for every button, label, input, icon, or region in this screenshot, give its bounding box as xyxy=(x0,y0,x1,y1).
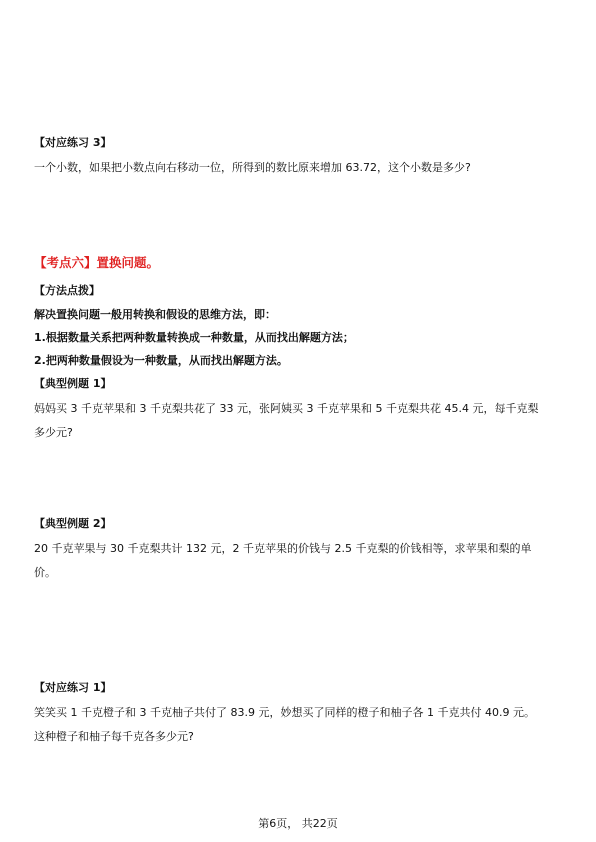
practice1-line2: 这种橙子和柚子每千克各多少元? xyxy=(34,730,194,743)
page-footer: 第6页， 共22页 xyxy=(258,817,338,830)
section6-heading: 【考点六】置换问题。 xyxy=(34,255,160,270)
practice1-title: 【对应练习 1】 xyxy=(34,681,112,694)
example1-line1: 妈妈买 3 千克苹果和 3 千克梨共花了 33 元，张阿姨买 3 千克苹果和 5 千克梨共花 45.4 元，每千克梨 xyxy=(34,402,539,415)
example1-title: 【典型例题 1】 xyxy=(34,377,112,390)
example2-title: 【典型例题 2】 xyxy=(34,517,112,530)
example2-line1: 20 千克苹果与 30 千克梨共计 132 元，2 千克苹果的价钱与 2.5 千克梨的价钱相等，求苹果和梨的单 xyxy=(34,542,532,555)
practice3-question: 一个小数，如果把小数点向右移动一位，所得到的数比原来增加 63.72，这个小数是多少? xyxy=(34,161,471,174)
practice1-line1: 笑笑买 1 千克橙子和 3 千克柚子共付了 83.9 元，妙想买了同样的橙子和柚子各 1 千克共付 40.9 元。 xyxy=(34,706,535,719)
example1-line2: 多少元? xyxy=(34,426,73,439)
practice3-title: 【对应练习 3】 xyxy=(34,136,112,149)
method-item-1: 1.根据数量关系把两种数量转换成一种数量，从而找出解题方法； xyxy=(34,331,354,344)
method-title: 【方法点拨】 xyxy=(34,284,100,297)
method-item-2: 2.把两种数量假设为一种数量，从而找出解题方法。 xyxy=(34,354,288,367)
method-intro: 解决置换问题一般用转换和假设的思维方法，即： xyxy=(34,308,276,321)
example2-line2: 价。 xyxy=(34,566,56,579)
